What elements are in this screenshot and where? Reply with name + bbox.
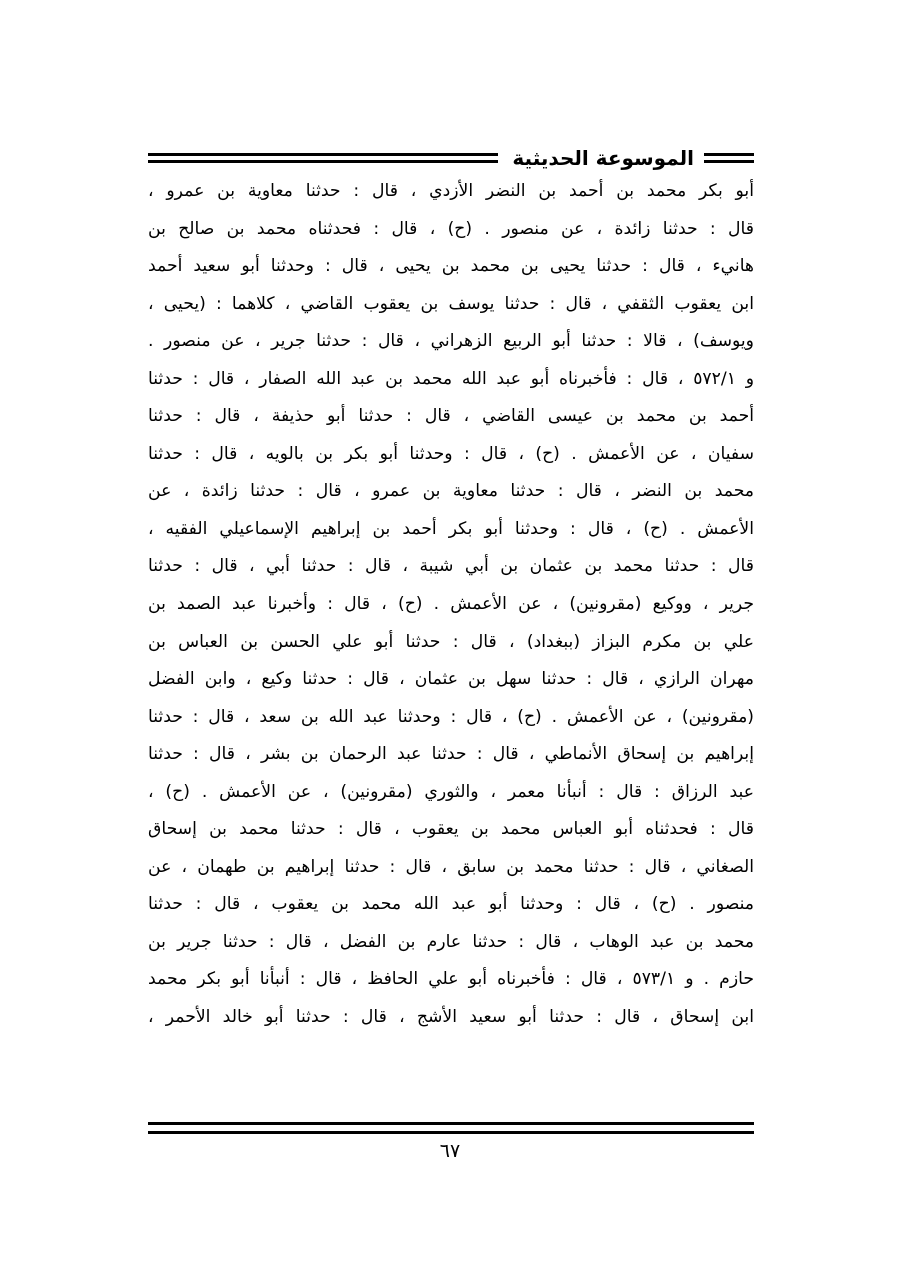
text-line: قال : حدثنا محمد بن عثمان بن أبي شيبة ، قال : حدثنا أبي ، قال : حدثنا bbox=[148, 556, 754, 577]
text-line: (مقرونين) ، عن الأعمش . (ح) ، قال : وحدثنا عبد الله بن سعد ، قال : حدثنا bbox=[148, 706, 754, 727]
text-line: علي بن مكرم البزاز (ببغداد) ، قال : حدثنا أبو علي الحسن بن العباس بن bbox=[148, 631, 754, 652]
text-line: أحمد بن محمد بن عيسى القاضي ، قال : حدثنا أبو حذيفة ، قال : حدثنا bbox=[148, 406, 754, 427]
text-line: محمد بن النضر ، قال : حدثنا معاوية بن عمرو ، قال : حدثنا زائدة ، عن bbox=[148, 481, 754, 502]
text-line: عبد الرزاق : قال : أنبأنا معمر ، والثوري (مقرونين) ، عن الأعمش . (ح) ، bbox=[148, 781, 754, 802]
text-line: قال : حدثنا زائدة ، عن منصور . (ح) ، قال : فحدثناه محمد بن صالح بن bbox=[148, 218, 754, 239]
text-line: و ٥٧٢/١ ، قال : فأخبرناه أبو عبد الله محمد بن عبد الله الصفار ، قال : حدثنا bbox=[148, 368, 754, 389]
text-line: أبو بكر محمد بن أحمد بن النضر الأزدي ، قال : حدثنا معاوية بن عمرو ، bbox=[148, 181, 754, 201]
text-line: ابن يعقوب الثقفي ، قال : حدثنا يوسف بن يعقوب القاضي ، كلاهما : (يحيى ، bbox=[148, 293, 754, 314]
text-line: ابن إسحاق ، قال : حدثنا أبو سعيد الأشج ، قال : حدثنا أبو خالد الأحمر ، bbox=[148, 1007, 754, 1028]
text-line: إبراهيم بن إسحاق الأنماطي ، قال : حدثنا عبد الرحمان بن بشر ، قال : حدثنا bbox=[148, 744, 754, 765]
text-line: مهران الرازي ، قال : حدثنا سهل بن عثمان ، قال : حدثنا وكيع ، وابن الفضل bbox=[148, 669, 754, 690]
page-number: ٦٧ bbox=[439, 1140, 461, 1162]
text-line: محمد بن عبد الوهاب ، قال : حدثنا عارم بن الفضل ، قال : حدثنا جرير بن bbox=[148, 931, 754, 952]
header-rule-long bbox=[148, 153, 498, 163]
text-line: الأعمش . (ح) ، قال : وحدثنا أبو بكر أحمد بن إبراهيم الإسماعيلي الفقيه ، bbox=[148, 518, 754, 539]
header-title: الموسوعة الحديثية bbox=[512, 146, 694, 170]
text-line: جرير ، ووكيع (مقرونين) ، عن الأعمش . (ح) ، قال : وأخبرنا عبد الصمد بن bbox=[148, 594, 754, 615]
text-line: الصغاني ، قال : حدثنا محمد بن سابق ، قال : حدثنا إبراهيم بن طهمان ، عن bbox=[148, 856, 754, 877]
footer-rule bbox=[148, 1122, 754, 1134]
text-line: هانيء ، قال : حدثنا يحيى بن محمد بن يحيى ، قال : وحدثنا أبو سعيد أحمد bbox=[148, 256, 754, 277]
text-line: ويوسف) ، قالا : حدثنا أبو الربيع الزهراني ، قال : حدثنا جرير ، عن منصور . bbox=[148, 331, 754, 352]
running-header bbox=[148, 140, 754, 176]
text-line: سفيان ، عن الأعمش . (ح) ، قال : وحدثنا أبو بكر بن بالويه ، قال : حدثنا bbox=[148, 443, 754, 464]
text-line: قال : فحدثناه أبو العباس محمد بن يعقوب ، قال : حدثنا محمد بن إسحاق bbox=[148, 819, 754, 840]
text-line: منصور . (ح) ، قال : وحدثنا أبو عبد الله محمد بن يعقوب ، قال : حدثنا bbox=[148, 894, 754, 915]
header-rule-short bbox=[704, 153, 754, 163]
body-text bbox=[148, 173, 754, 1037]
text-line: حازم . و ٥٧٣/١ ، قال : فأخبرناه أبو علي الحافظ ، قال : أنبأنا أبو بكر محمد bbox=[148, 969, 754, 990]
